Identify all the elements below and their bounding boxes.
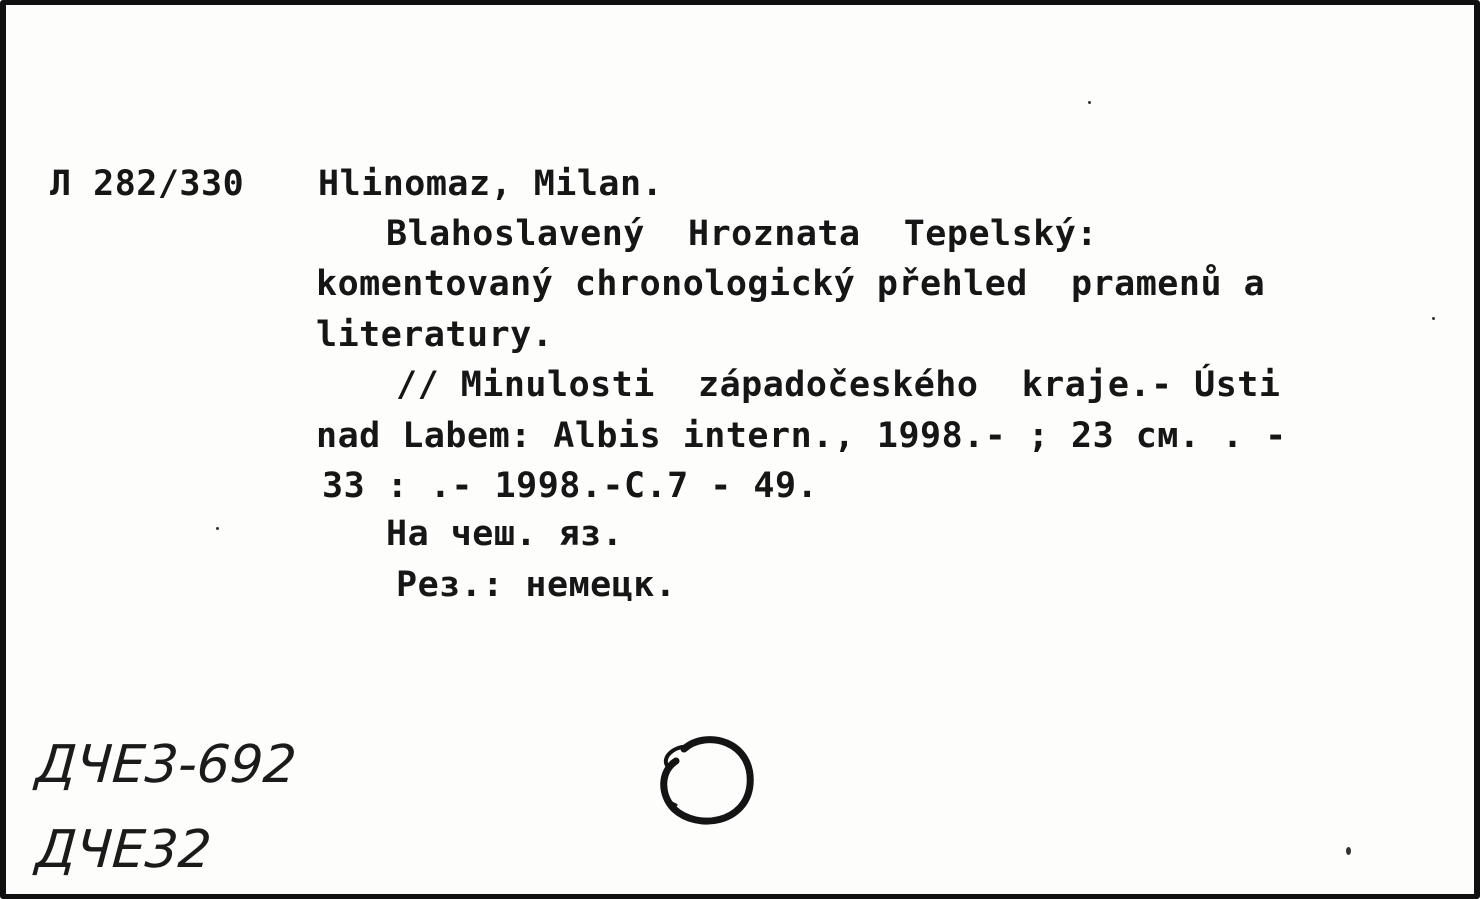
dust-speck [216,527,219,530]
language-note: На чеш. яз. [386,514,624,554]
title-line-3: literatury. [316,315,554,355]
summary-note: Рез.: немецк. [396,565,677,605]
dust-speck [1088,101,1091,104]
handwritten-code-2: ДЧЕ32 [33,820,214,880]
dust-speck [1346,847,1351,855]
title-line-2: komentovaný chronologický přehled pramenů a [316,264,1266,304]
pages-line: 33 : .- 1998.-С.7 - 49. [322,466,819,506]
dust-speck [1432,317,1435,320]
title-line-1: Blahoslavený Hroznata Tepelský: [386,214,1098,254]
imprint-line: nad Labem: Albis intern., 1998.- ; 23 см. . - [316,416,1287,456]
handwritten-code-1: ДЧЕ3-692 [33,735,299,795]
circular-stamp-mark [646,727,766,837]
call-number: Л 282/330 [50,164,245,204]
series-line-1: // Minulosti západočeského kraje.- Ústi [396,365,1281,405]
author-line: Hlinomaz, Milan. [318,164,664,204]
